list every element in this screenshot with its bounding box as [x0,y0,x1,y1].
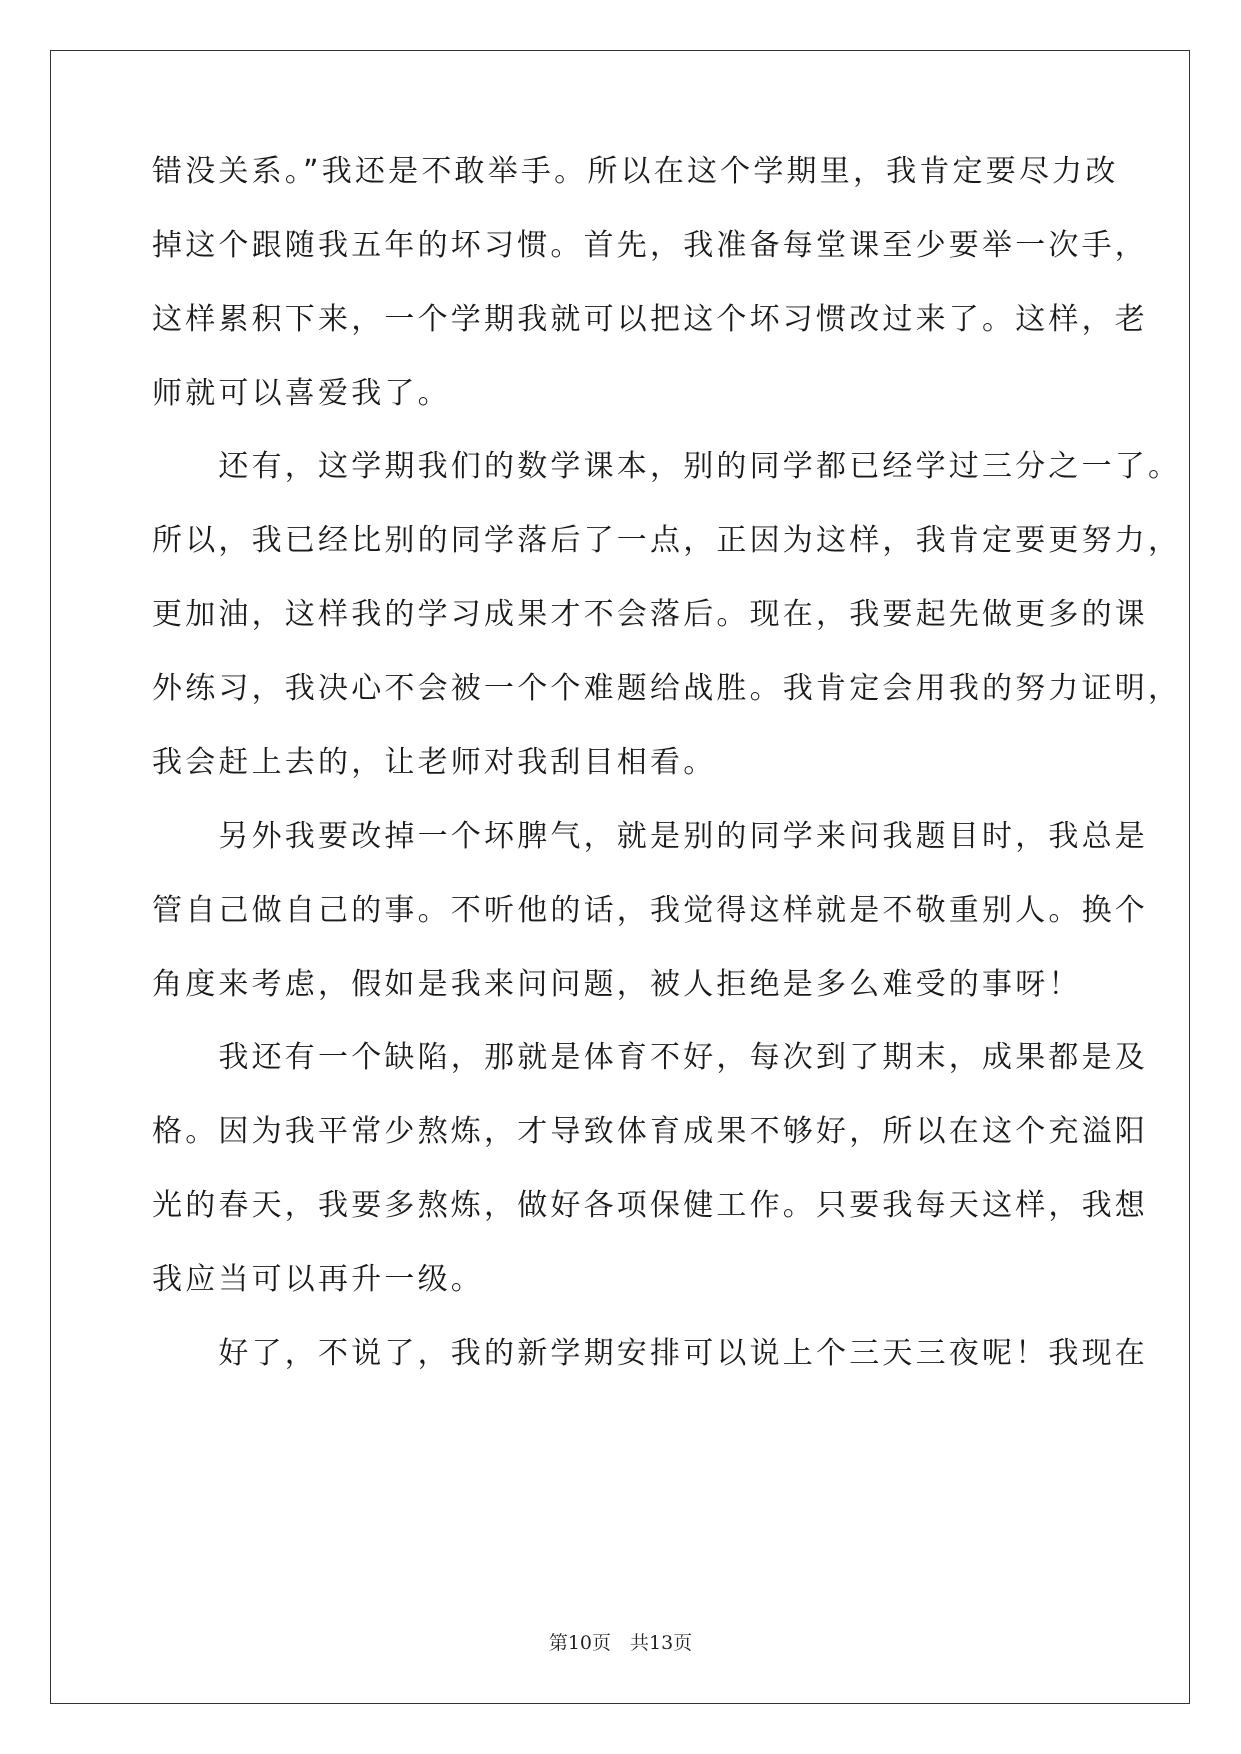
text-line: 错没关系。”我还是不敢举手。所以在这个学期里，我肯定要尽力改 [152,154,1119,189]
text-line: 角度来考虑，假如是我来问问题，被人拒绝是多么难受的事呀！ [152,967,1082,1002]
text-line: 管自己做自己的事。不听他的话，我觉得这样就是不敬重别人。换个 [152,893,1148,928]
text-line: 还有，这学期我们的数学课本，别的同学都已经学过三分之一了。 [152,449,1182,484]
text-line: 光的春天，我要多熬炼，做好各项保健工作。只要我每天这样，我想 [152,1188,1148,1223]
text-line: 师就可以喜爱我了。 [152,376,451,411]
page-border [50,50,1190,1704]
text-line: 我应当可以再升一级。 [152,1262,484,1297]
text-line: 所以，我已经比别的同学落后了一点，正因为这样，我肯定要更努力， [152,523,1182,558]
text-line: 更加油，这样我的学习成果才不会落后。现在，我要起先做更多的课 [152,597,1148,632]
text-line: 好了，不说了，我的新学期安排可以说上个三天三夜呢！我现在 [152,1336,1148,1371]
page-number-footer: 第10页 共13页 [548,1632,693,1654]
text-line: 外练习，我决心不会被一个个难题给战胜。我肯定会用我的努力证明， [152,671,1182,706]
text-line: 我还有一个缺陷，那就是体育不好，每次到了期末，成果都是及 [152,1040,1148,1075]
text-line: 这样累积下来，一个学期我就可以把这个坏习惯改过来了。这样，老 [152,302,1148,337]
text-line: 掉这个跟随我五年的坏习惯。首先，我准备每堂课至少要举一次手， [152,228,1148,263]
text-line: 另外我要改掉一个坏脾气，就是别的同学来问我题目时，我总是 [152,819,1148,854]
text-line: 我会赶上去的，让老师对我刮目相看。 [152,745,717,780]
text-line: 格。因为我平常少熬炼，才导致体育成果不够好，所以在这个充溢阳 [152,1114,1148,1149]
